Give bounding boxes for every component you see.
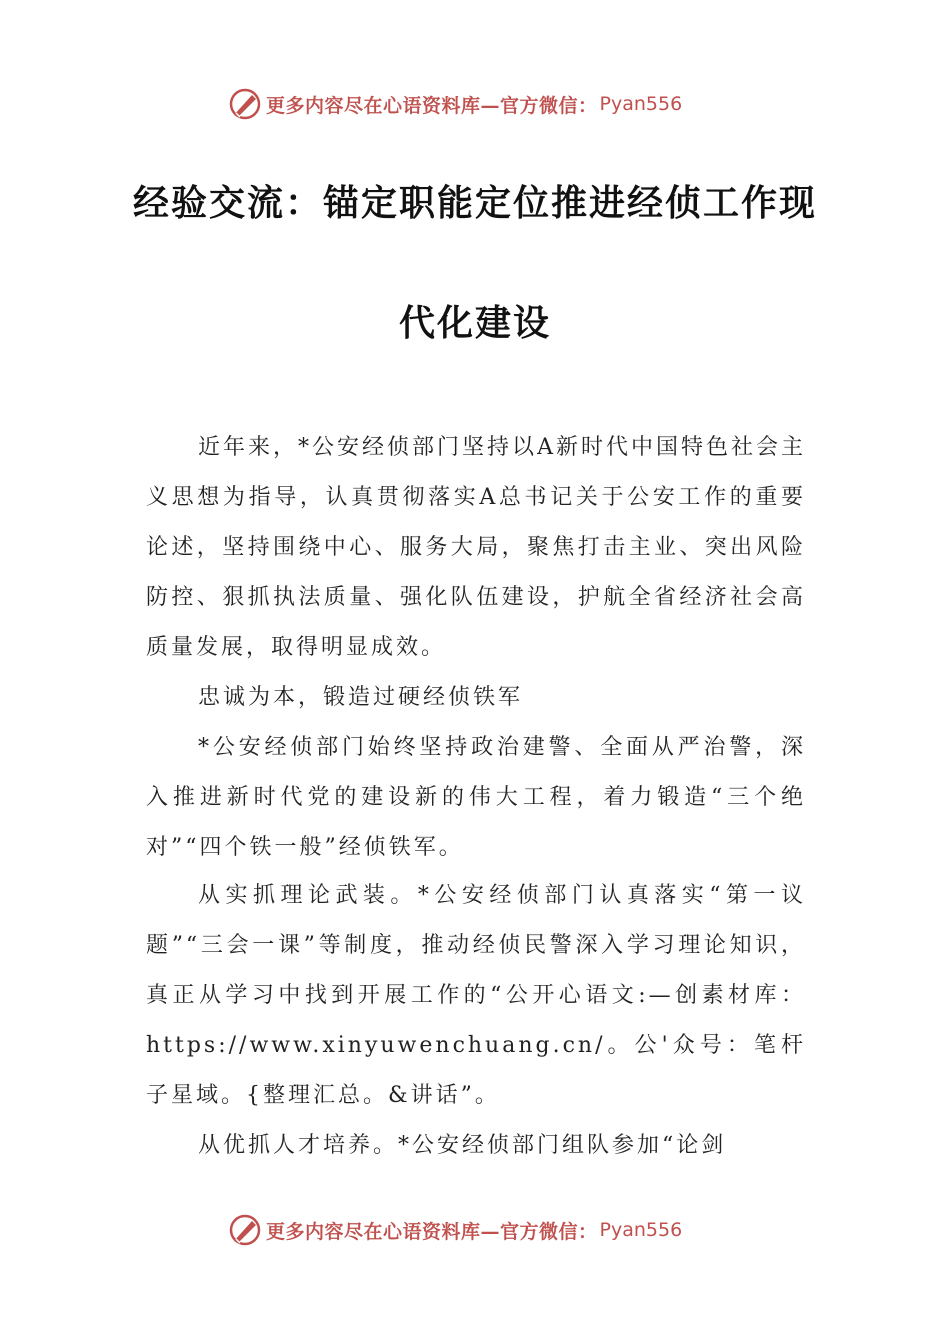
paragraph-team: *公安经侦部门始终坚持政治建警、全面从严治警，深入推进新时代党的建设新的伟大工程，着力锻造“三个绝对”“四个铁一般”经侦铁军。 [146,735,806,860]
watermark-text: 更多内容尽在心语资料库—官方微信： [266,1220,598,1243]
section-heading: 忠诚为本，锻造过硬经侦铁军 [198,685,524,710]
footer-watermark [0,1210,950,1250]
watermark-wechat-id: Pyan556 [599,1219,683,1241]
paragraph-intro: 近年来，*公安经侦部门坚持以A新时代中国特色社会主义思想为指导，认真贯彻落实A总书记关于公安工作的重要论述，坚持围绕中心、服务大局，聚焦打击主业、突出风险防控、狠抓执法质量、强化队伍建设，护航全省经济社会高质量发展，取得明显成效。 [146,435,806,660]
header-watermark [0,84,950,124]
paragraph-theory: 从实抓理论武装。*公安经侦部门认真落实“第一议题”“三会一课”等制度，推动经侦民警深入学习理论知识，真正从学习中找到开展工作的“公开心语文:—创素材库：https://www.xinyuwenchuang.cn/。公'众号：笔杆子星域。{整理汇总。&讲话”。 [146,883,806,1108]
paragraph-talent: 从优抓人才培养。*公安经侦部门组队参加“论剑 [198,1133,727,1158]
document-title-line-1: 经验交流：锚定职能定位推进经侦工作现 [132,182,817,224]
document-title-line-2: 代化建设 [398,302,551,344]
watermark-wechat-id: Pyan556 [599,93,683,115]
pen-logo-icon [228,1213,262,1247]
watermark-text: 更多内容尽在心语资料库—官方微信： [266,94,598,117]
pen-logo-icon [228,87,262,121]
